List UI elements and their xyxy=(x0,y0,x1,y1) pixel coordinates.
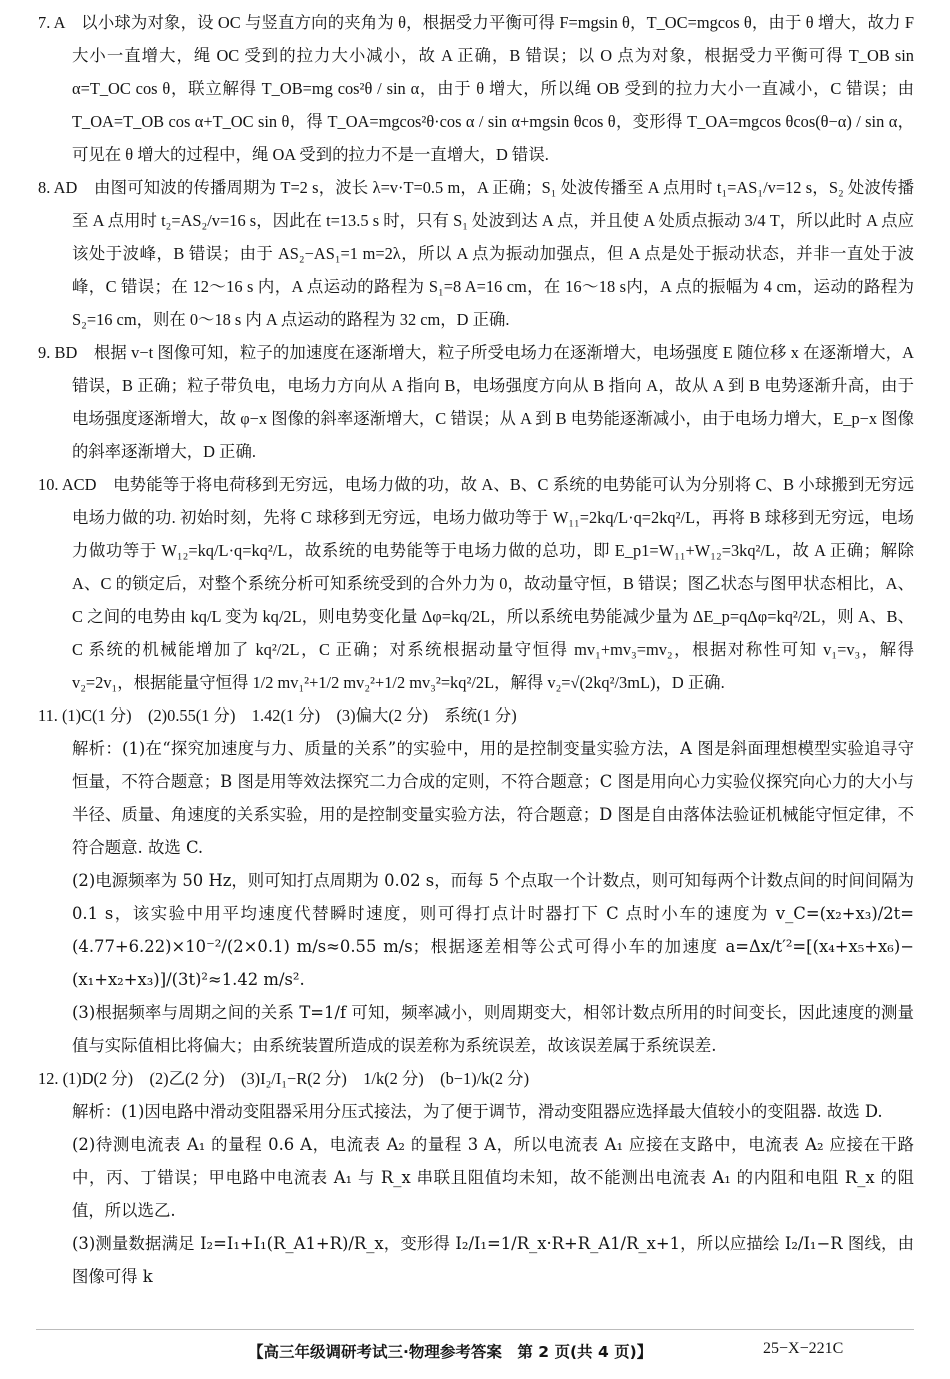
footer-divider xyxy=(36,1329,914,1330)
answer-q11-part2: (2)电源频率为 50 Hz，则可知打点周期为 0.02 s，而每 5 个点取一个计数点，则可知每两个计数点间的时间间隔为 0.1 s，该实验中用平均速度代替瞬时速度，则可得打点计时器打下 C 点时小车的速度为 v_C=(x₂+x₃)/2t=(4.77+6.22)×10⁻²/(2×0.1) m/s≈0.55 m/s；根据逐差相等公式可得小车的加速度 a=Δx/t′²=[(x₄+x₅+x₆)−(x₁+x₂+x₃)]/(3t)²≈1.42 m/s². xyxy=(72,871,915,989)
answer-q8: 8. AD 由图可知波的传播周期为 T=2 s，波长 λ=v·T=0.5 m，A 正确；S₁ 处波传播至 A 点用时 t₁=AS₁/v=12 s，S₂ 处波传播至 A 点用时 t₂=AS₂/v=16 s，因此在 t=13.5 s 时，只有 S₁ 处波到达 A 点，并且使 A 处质点振动 3/4 T，所以此时 A 点应该处于波峰，B 错误；由于 AS₂−AS₁=1 m=2λ，所以 A 点为振动加强点，但 A 点是处于振动状态，并非一直处于波峰，C 错误；在 12～16 s 内，A 点运动的路程为 S₁=8 A=16 cm，在 16～18 s内，A 点的振幅为 4 cm，运动的路程为 S₂=16 cm，则在 0～18 s 内 A 点运动的路程为 32 cm，D 正确. xyxy=(38,178,914,329)
page-footer xyxy=(0,1334,950,1368)
answer-q12-part3: (3)测量数据满足 I₂=I₁+I₁(R_A1+R)/R_x，变形得 I₂/I₁=1/R_x·R+R_A1/R_x+1，所以应描绘 I₂/I₁−R 图线，由图像可得 k xyxy=(72,1234,914,1286)
answer-q12-part1: 解析：(1)因电路中滑动变阻器采用分压式接法，为了便于调节，滑动变阻器应选择最大值较小的变阻器. 故选 D. xyxy=(72,1102,883,1121)
answer-q11-part3: (3)根据频率与周期之间的关系 T=1/f 可知，频率减小，则周期变大，相邻计数点所用的时间变长，因此速度的测量值与实际值相比将偏大；由系统装置所造成的误差称为系统误差，故该误差属于系统误差. xyxy=(72,1003,914,1055)
answer-q9: 9. BD 根据 v−t 图像可知，粒子的加速度在逐渐增大，粒子所受电场力在逐渐增大，电场强度 E 随位移 x 在逐渐增大，A 错误，B 正确；粒子带负电，电场力方向从 A 指向 B，电场强度方向从 B 指向 A，故从 A 到 B 电势逐渐升高，由于电场强度逐渐增大，故 φ−x 图像的斜率逐渐增大，C 错误；从 A 到 B 电势能逐渐减小，由于电场力增大，E_p−x 图像的斜率逐渐增大，D 正确. xyxy=(38,343,914,461)
footer-code: 25−X−221C xyxy=(763,1340,844,1357)
answer-q10: 10. ACD 电势能等于将电荷移到无穷远，电场力做的功，故 A、B、C 系统的电势能可认为分别将 C、B 小球搬到无穷远电场力做的功. 初始时刻，先将 C 球移到无穷远，电场力做功等于 W₁₁=2kq/L·q=2kq²/L，再将 B 球移到无穷远，电场力做功等于 W₁₂=kq/L·q=kq²/L，故系统的电势能等于电场力做的总功，即 E_p1=W₁₁+W₁₂=3kq²/L，故 A 正确；解除 A、C 的锁定后，对整个系统分析可知系统受到的合外力为 0，故动量守恒，B 错误；图乙状态与图甲状态相比，A、C 之间的电势由 kq/L 变为 kq/2L，则电势变化量 Δφ=kq/2L，所以系统电势能减少量为 ΔE_p=qΔφ=kq²/2L，则 A、B、C 系统的机械能增加了 kq²/2L，C 正确；对系统根据动量守恒得 mv₁+mv₃=mv₂，根据对称性可知 v₁=v₃，解得 v₂=2v₁，根据能量守恒得 1/2 mv₁²+1/2 mv₂²+1/2 mv₃²=kq²/2L，解得 v₂=√(2kq²/3mL)，D 正确. xyxy=(38,475,914,692)
footer-title: 【高三年级调研考试三·物理参考答案 第 2 页(共 4 页)】 xyxy=(248,1343,653,1361)
answer-page xyxy=(38,6,914,1293)
answer-q7: 7. A 以小球为对象，设 OC 与竖直方向的夹角为 θ，根据受力平衡可得 F=mgsin θ，T_OC=mgcos θ，由于 θ 增大，故力 F 大小一直增大，绳 OC 受到的拉力大小减小，故 A 正确，B 错误；以 O 点为对象，根据受力平衡可得 T_OB sin α=T_OC cos θ，联立解得 T_OB=mg cos²θ / sin α，由于 θ 增大，所以绳 OB 受到的拉力大小一直减小，C 错误；由 T_OA=T_OB cos α+T_OC sin θ，得 T_OA=mgcos²θ·cos α / sin α+mgsin θcos θ，变形得 T_OA=mgcos θcos(θ−α) / sin α，可见在 θ 增大的过程中，绳 OA 受到的拉力不是一直增大，D 错误. xyxy=(38,13,914,164)
answer-q12-part2: (2)待测电流表 A₁ 的量程 0.6 A，电流表 A₂ 的量程 3 A，所以电流表 A₁ 应接在支路中，电流表 A₂ 应接在干路中，丙、丁错误；甲电路中电流表 A₁ 与 R_x 串联且阻值均未知，故不能测出电流表 A₁ 的内阻和电阻 R_x 的阻值，所以选乙. xyxy=(72,1135,914,1220)
answer-q11-part1: 解析：(1)在“探究加速度与力、质量的关系”的实验中，用的是控制变量实验方法，A 图是斜面理想模型实验追寻守恒量，不符合题意；B 图是用等效法探究二力合成的定则，不符合题意；C 图是用向心力实验仪探究向心力的大小与半径、质量、角速度的关系实验，用的是控制变量实验方法，符合题意；D 图是自由落体法验证机械能守恒定律，不符合题意. 故选 C. xyxy=(72,739,914,857)
answer-q12-header: 12. (1)D(2 分) (2)乙(2 分) (3)I₂/I₁−R(2 分) 1/k(2 分) (b−1)/k(2 分) xyxy=(38,1069,530,1088)
answer-q11-header: 11. (1)C(1 分) (2)0.55(1 分) 1.42(1 分) (3)偏大(2 分) 系统(1 分) xyxy=(38,706,517,725)
